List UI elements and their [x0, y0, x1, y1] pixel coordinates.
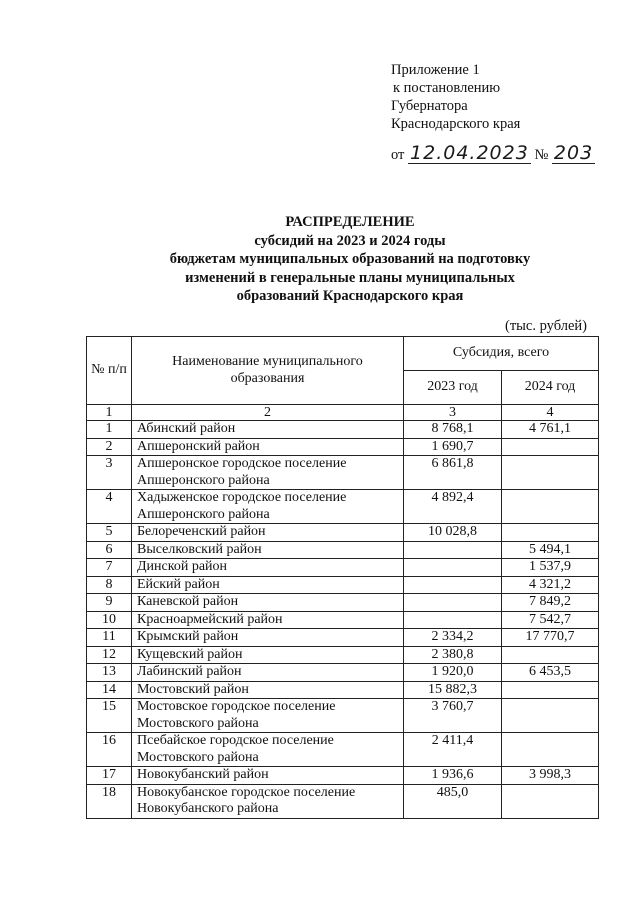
row-name: Белореченский район	[132, 524, 404, 542]
row-value-2023: 2 411,4	[404, 733, 502, 767]
header-2024: 2024 год	[502, 371, 599, 405]
row-name: Апшеронское городское поселение Апшеронского района	[132, 456, 404, 490]
colnum-cell: 4	[502, 405, 599, 421]
table-row	[87, 767, 599, 785]
row-value-2023: 8 768,1	[404, 421, 502, 439]
title-line: РАСПРЕДЕЛЕНИЕ	[285, 214, 415, 230]
row-value-2024: 4 321,2	[502, 576, 599, 594]
row-number: 4	[87, 490, 132, 524]
row-number: 17	[87, 767, 132, 785]
column-numbers-row	[87, 405, 599, 421]
row-value-2023: 1 690,7	[404, 438, 502, 456]
row-name: Крымский район	[132, 629, 404, 647]
row-value-2024: 4 761,1	[502, 421, 599, 439]
table-row	[87, 784, 599, 818]
row-value-2023	[404, 576, 502, 594]
row-value-2023: 6 861,8	[404, 456, 502, 490]
row-value-2024	[502, 733, 599, 767]
table-row	[87, 611, 599, 629]
row-name: Мостовское городское поселение Мостовского района	[132, 699, 404, 733]
row-value-2024	[502, 646, 599, 664]
row-value-2024: 1 537,9	[502, 559, 599, 577]
row-value-2023	[404, 541, 502, 559]
table-row	[87, 629, 599, 647]
date-prefix: от	[391, 147, 405, 163]
row-name: Новокубанское городское поселение Новокубанского района	[132, 784, 404, 818]
colnum-cell: 1	[87, 405, 132, 421]
row-name: Абинский район	[132, 421, 404, 439]
row-name: Кущевский район	[132, 646, 404, 664]
row-value-2023: 10 028,8	[404, 524, 502, 542]
row-value-2024: 5 494,1	[502, 541, 599, 559]
row-value-2024	[502, 699, 599, 733]
table-row	[87, 541, 599, 559]
row-value-2024	[502, 438, 599, 456]
title-line: субсидий на 2023 и 2024 годы	[254, 232, 446, 249]
appendix-line: Краснодарского края	[391, 116, 521, 132]
row-name: Псебайское городское поселение Мостовского района	[132, 733, 404, 767]
row-value-2023: 4 892,4	[404, 490, 502, 524]
row-value-2023: 3 760,7	[404, 699, 502, 733]
row-name: Красноармейский район	[132, 611, 404, 629]
row-value-2024: 3 998,3	[502, 767, 599, 785]
row-number: 12	[87, 646, 132, 664]
row-number: 8	[87, 576, 132, 594]
table-row	[87, 421, 599, 439]
header-subsidy: Субсидия, всего	[404, 337, 599, 371]
row-name: Апшеронский район	[132, 438, 404, 456]
decree-date-number	[391, 143, 595, 164]
row-number: 15	[87, 699, 132, 733]
table-row	[87, 456, 599, 490]
title-line: изменений в генеральные планы муниципальных	[185, 269, 515, 286]
row-number: 6	[87, 541, 132, 559]
row-number: 13	[87, 664, 132, 682]
colnum-cell: 3	[404, 405, 502, 421]
row-value-2023: 1 920,0	[404, 664, 502, 682]
table-row	[87, 576, 599, 594]
row-value-2024: 7 542,7	[502, 611, 599, 629]
row-number: 7	[87, 559, 132, 577]
title-line: бюджетам муниципальных образований на подготовку	[169, 251, 531, 267]
subsidy-table	[86, 336, 599, 819]
row-number: 9	[87, 594, 132, 612]
row-name: Хадыженское городское поселение Апшеронского района	[132, 490, 404, 524]
row-value-2024	[502, 681, 599, 699]
table-row	[87, 699, 599, 733]
row-name: Новокубанский район	[132, 767, 404, 785]
row-value-2023	[404, 559, 502, 577]
table-row	[87, 733, 599, 767]
row-name: Динской район	[132, 559, 404, 577]
appendix-line: Приложение 1	[391, 62, 480, 78]
appendix-line: к постановлению	[393, 80, 501, 96]
appendix-block	[391, 61, 520, 133]
row-name: Каневской район	[132, 594, 404, 612]
document-title	[130, 213, 570, 306]
handwritten-number: 203	[553, 142, 594, 164]
row-value-2024	[502, 784, 599, 818]
title-line: образований Краснодарского края	[236, 288, 464, 304]
row-value-2023: 485,0	[404, 784, 502, 818]
row-value-2024: 7 849,2	[502, 594, 599, 612]
header-num: № п/п	[87, 337, 132, 405]
colnum-cell: 2	[132, 405, 404, 421]
row-value-2024: 17 770,7	[502, 629, 599, 647]
table-row	[87, 664, 599, 682]
row-number: 16	[87, 733, 132, 767]
row-name: Мостовский район	[132, 681, 404, 699]
header-name: Наименование муниципального образования	[132, 337, 404, 405]
table-row	[87, 646, 599, 664]
row-name: Выселковский район	[132, 541, 404, 559]
row-value-2023	[404, 611, 502, 629]
row-number: 10	[87, 611, 132, 629]
table-row	[87, 524, 599, 542]
row-value-2024	[502, 456, 599, 490]
row-value-2024: 6 453,5	[502, 664, 599, 682]
row-number: 2	[87, 438, 132, 456]
row-value-2024	[502, 490, 599, 524]
row-number: 3	[87, 456, 132, 490]
row-name: Ейский район	[132, 576, 404, 594]
handwritten-date: 12.04.2023	[410, 142, 529, 164]
row-number: 5	[87, 524, 132, 542]
row-number: 11	[87, 629, 132, 647]
appendix-line: Губернатора	[391, 98, 468, 114]
row-name: Лабинский район	[132, 664, 404, 682]
row-value-2023: 1 936,6	[404, 767, 502, 785]
table-row	[87, 594, 599, 612]
table-row	[87, 438, 599, 456]
table-row	[87, 559, 599, 577]
row-number: 14	[87, 681, 132, 699]
table-row	[87, 681, 599, 699]
header-2023: 2023 год	[404, 371, 502, 405]
row-number: 1	[87, 421, 132, 439]
units-label: (тыс. рублей)	[505, 318, 587, 334]
row-value-2023: 2 380,8	[404, 646, 502, 664]
row-value-2023	[404, 594, 502, 612]
table-header-row	[87, 337, 599, 371]
number-sign: №	[534, 147, 549, 163]
table-row	[87, 490, 599, 524]
row-value-2023: 2 334,2	[404, 629, 502, 647]
row-number: 18	[87, 784, 132, 818]
row-value-2024	[502, 524, 599, 542]
row-value-2023: 15 882,3	[404, 681, 502, 699]
